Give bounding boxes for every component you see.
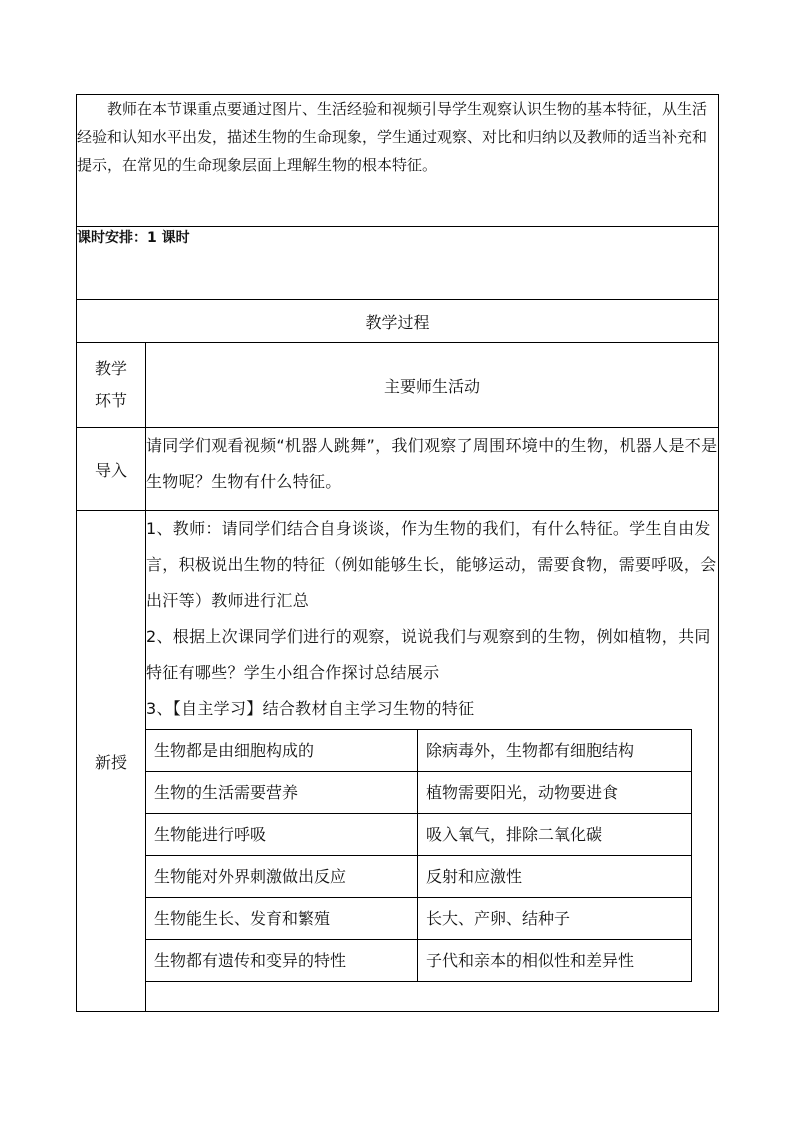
stage-header-line2: 环节 (94, 391, 127, 410)
new-stage-paragraph-2: 2、根据上次课同学们进行的观察，说说我们与观察到的生物，例如植物，共同特征有哪些？学生小组合作探讨总结展示 (146, 627, 711, 682)
table-row (146, 898, 692, 940)
feature-cell: 生物都有遗传和变异的特性 (146, 940, 418, 982)
intro-stage-content (146, 428, 719, 511)
new-stage-label: 新授 (77, 511, 146, 1012)
new-stage-paragraph-1: 1、教师：请同学们结合自身谈谈，作为生物的我们，有什么特征。学生自由发言，积极说出生物的特征（例如能够生长，能够运动，需要食物，需要呼吸，会出汗等）教师进行汇总 (146, 519, 717, 610)
teaching-strategy-text: 教师在本节课重点要通过图片、生活经验和视频引导学生观察认识生物的基本特征，从生活经验和认知水平出发，描述生物的生命现象，学生通过观察、对比和归纳以及教师的适当补充和提示，在常见的生命现象层面上理解生物的根本特征。 (77, 100, 708, 174)
feature-cell: 生物能对外界刺激做出反应 (146, 856, 418, 898)
table-row (146, 730, 692, 772)
example-cell: 长大、产卵、结种子 (418, 898, 692, 940)
features-table (145, 729, 692, 982)
teaching-strategy-cell (77, 95, 719, 227)
intro-stage-text: 请同学们观看视频“机器人跳舞”，我们观察了周围环境中的生物，机器人是不是生物呢？生物有什么特征。 (146, 436, 718, 491)
example-cell: 反射和应激性 (418, 856, 692, 898)
lesson-plan-table (76, 94, 719, 1012)
feature-cell: 生物能生长、发育和繁殖 (146, 898, 418, 940)
schedule-text: 课时安排：1 课时 (77, 230, 190, 246)
feature-cell: 生物都是由细胞构成的 (146, 730, 418, 772)
process-title: 教学过程 (77, 300, 719, 343)
stage-header-line1: 教学 (94, 359, 127, 378)
new-stage-content (146, 511, 719, 1012)
activity-header: 主要师生活动 (146, 343, 719, 428)
stage-header (77, 343, 146, 428)
intro-stage-label: 导入 (77, 428, 146, 511)
table-row (146, 814, 692, 856)
feature-cell: 生物的生活需要营养 (146, 772, 418, 814)
example-cell: 子代和亲本的相似性和差异性 (418, 940, 692, 982)
new-stage-paragraph-3: 3、【自主学习】结合教材自主学习生物的特征 (146, 699, 475, 718)
example-cell: 植物需要阳光，动物要进食 (418, 772, 692, 814)
table-row (146, 772, 692, 814)
feature-cell: 生物能进行呼吸 (146, 814, 418, 856)
table-row (146, 856, 692, 898)
example-cell: 除病毒外，生物都有细胞结构 (418, 730, 692, 772)
table-row (146, 940, 692, 982)
example-cell: 吸入氧气，排除二氧化碳 (418, 814, 692, 856)
schedule-cell (77, 227, 719, 300)
